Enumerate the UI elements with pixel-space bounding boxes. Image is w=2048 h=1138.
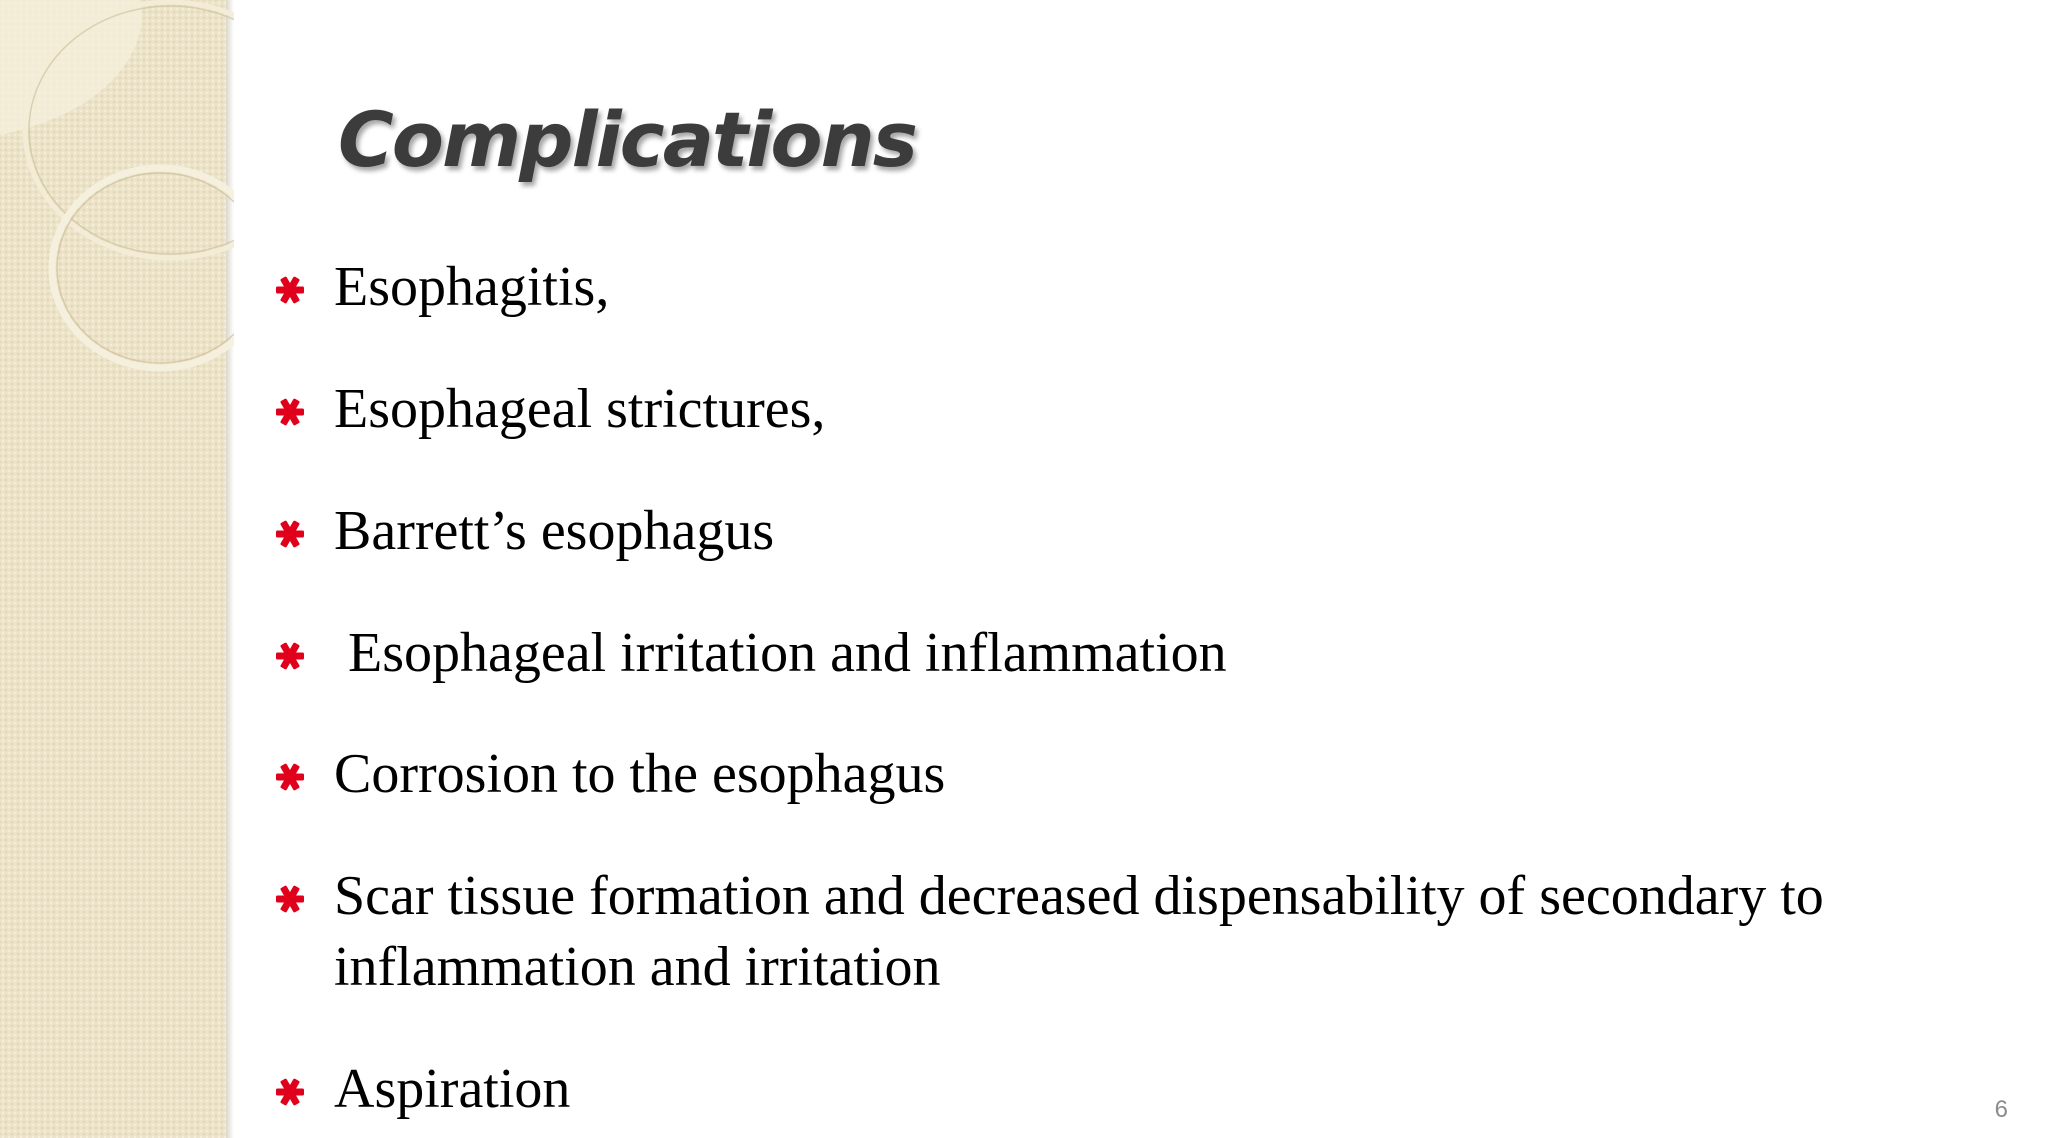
asterisk-icon: [274, 518, 306, 550]
bullet-text: Esophageal strictures,: [334, 378, 826, 440]
asterisk-icon: [274, 883, 306, 915]
bullet-text: Esophagitis,: [334, 256, 610, 318]
bullet-item: [274, 1054, 1954, 1125]
bullet-text: Esophageal irritation and inflammation: [334, 622, 1227, 684]
asterisk-icon: [274, 640, 306, 672]
slide-title: Complications: [338, 95, 916, 184]
bullet-item: [274, 739, 1954, 810]
asterisk-icon: [274, 274, 306, 306]
asterisk-icon: [274, 396, 306, 428]
bullet-text: Scar tissue formation and decreased dispensability of secondary to inflammation and irritation: [334, 865, 1838, 998]
bullet-item: [274, 618, 1954, 689]
bullet-item: [274, 861, 1954, 1003]
bullet-item: [274, 496, 1954, 567]
asterisk-icon: [274, 761, 306, 793]
bullet-item: [274, 252, 1954, 323]
bullet-text: Corrosion to the esophagus: [334, 743, 946, 805]
bullet-text: Barrett’s esophagus: [334, 500, 775, 562]
bullet-item: [274, 374, 1954, 445]
page-number: 6: [1994, 1096, 2008, 1123]
bullet-text: Aspiration: [334, 1058, 571, 1120]
decorative-rings-icon: [0, 0, 234, 420]
asterisk-icon: [274, 1076, 306, 1108]
